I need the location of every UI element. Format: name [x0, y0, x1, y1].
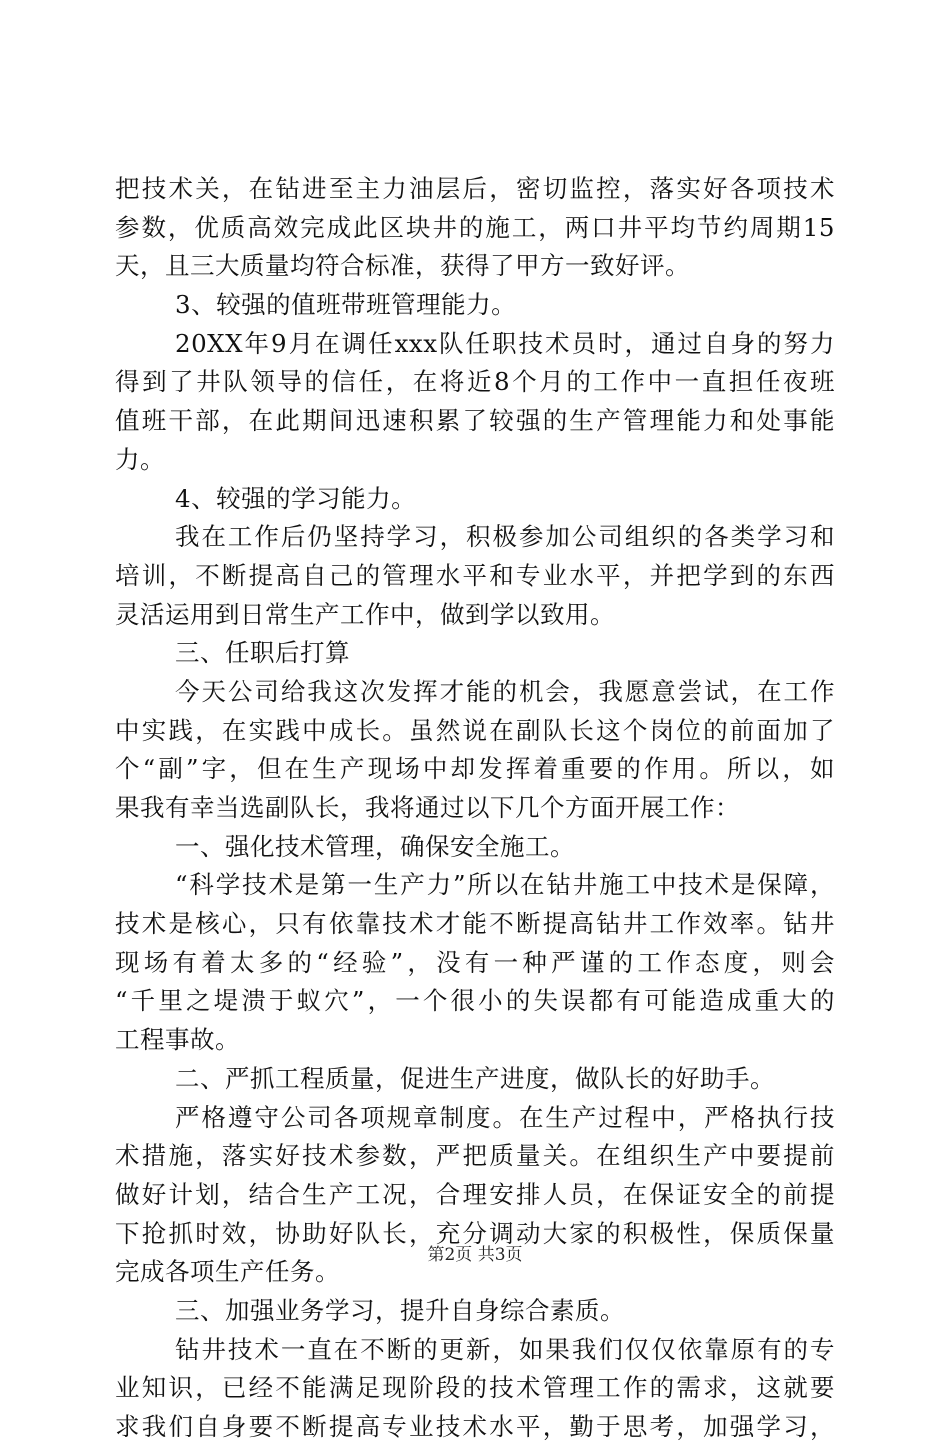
text-line: 钻井技术一直在不断的更新，如果我们仅仅依靠原有的专	[175, 1334, 835, 1364]
section-heading: 三、任职后打算	[175, 638, 350, 668]
page-number: 第2页 共3页	[427, 1245, 523, 1265]
section-heading: 二、严抓工程质量，促进生产进度，做队长的好助手。	[175, 1063, 775, 1093]
text-line: 20XX年9月在调任xxx队任职技术员时，通过自身的努力	[175, 328, 835, 358]
text-line: 今天公司给我这次发挥才能的机会，我愿意尝试，在工作	[175, 676, 835, 706]
text-line: 果我有幸当选副队长，我将通过以下几个方面开展工作：	[115, 793, 740, 822]
text-line: 天，且三大质量均符合标准，获得了甲方一致好评。	[115, 251, 690, 281]
text-line: 值班干部，在此期间迅速积累了较强的生产管理能力和处事能	[115, 406, 835, 436]
text-line: 培训，不断提高自己的管理水平和专业水平，并把学到的东西	[115, 560, 835, 590]
text-line: 把技术关，在钻进至主力油层后，密切监控，落实好各项技术	[115, 174, 835, 203]
text-line: 业知识，已经不能满足现阶段的技术管理工作的需求，这就要	[115, 1373, 835, 1403]
text-line: 现场有着太多的“经验”，没有一种严谨的工作态度，则会	[115, 947, 835, 977]
text-line: 工程事故。	[115, 1025, 240, 1055]
text-line: 求我们自身要不断提高专业技术水平，勤于思考，加强学习，	[115, 1412, 835, 1441]
text-line: 做好计划，结合生产工况，合理安排人员，在保证安全的前提	[115, 1179, 835, 1209]
section-heading: 三、加强业务学习，提升自身综合素质。	[175, 1295, 625, 1325]
text-line: 完成各项生产任务。	[115, 1257, 340, 1287]
text-line: 灵活运用到日常生产工作中，做到学以致用。	[115, 599, 615, 629]
text-line: “千里之堤溃于蚁穴”，一个很小的失误都有可能造成重大的	[115, 986, 835, 1016]
text-line: 力。	[115, 444, 165, 474]
text-line: 个“副”字，但在生产现场中却发挥着重要的作用。所以，如	[115, 754, 835, 784]
text-line: 技术是核心，只有依靠技术才能不断提高钻井工作效率。钻井	[115, 909, 835, 939]
text-line: 术措施，落实好技术参数，严把质量关。在组织生产中要提前	[115, 1141, 835, 1171]
section-heading: 一、强化技术管理，确保安全施工。	[175, 831, 575, 861]
section-heading: 3、较强的值班带班管理能力。	[175, 290, 517, 320]
text-line: 严格遵守公司各项规章制度。在生产过程中，严格执行技	[175, 1102, 835, 1132]
text-line: 我在工作后仍坚持学习，积极参加公司组织的各类学习和	[175, 522, 835, 552]
text-line: 下抢抓时效，协助好队长，充分调动大家的积极性，保质保量	[115, 1218, 835, 1248]
text-line: “科学技术是第一生产力”所以在钻井施工中技术是保障，	[175, 870, 835, 900]
section-heading: 4、较强的学习能力。	[175, 483, 417, 513]
text-line: 参数，优质高效完成此区块井的施工，两口井平均节约周期15	[115, 212, 835, 242]
text-line: 得到了井队领导的信任，在将近8个月的工作中一直担任夜班	[115, 367, 835, 397]
text-line: 中实践，在实践中成长。虽然说在副队长这个岗位的前面加了	[115, 715, 835, 745]
